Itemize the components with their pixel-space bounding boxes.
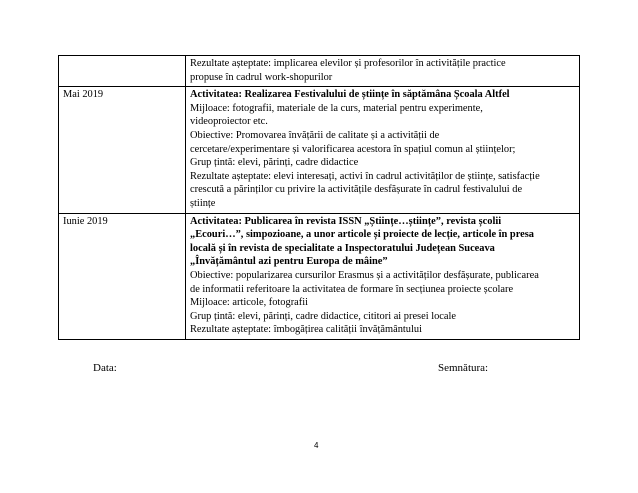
activity-detail-line: științe <box>190 197 216 209</box>
activity-title-line: „Ecouri…”, simpozioane, a unor articole și proiecte de lecție, articole în presa <box>190 229 534 241</box>
activity-title-line: locală și în revista de specialitate a Inspectoratului Județean Suceava <box>190 242 495 254</box>
table-row <box>59 87 580 213</box>
period-cell <box>59 56 186 87</box>
table-row <box>59 56 580 87</box>
activity-detail-line: de informatii referitoare la activitatea de formare în secțiunea proiecte școlare <box>190 283 514 295</box>
activity-cell <box>186 56 580 87</box>
activity-title-line: „Învățământul azi pentru Europa de mâine” <box>190 256 388 268</box>
period-cell: Mai 2019 <box>59 87 186 213</box>
activities-table <box>58 55 580 340</box>
activity-title-line: Activitatea: Realizarea Festivalului de științe în săptămâna Școala Altfel <box>190 89 510 101</box>
activity-detail-line: crescută a părinților cu privire la activitățile desfășurate în cadrul festivalului de <box>190 184 523 196</box>
activities-table-body <box>59 56 580 340</box>
activity-detail-line: Mijloace: articole, fotografii <box>190 297 309 309</box>
activity-detail-line: Obiective: Promovarea învățării de calitate și a activității de <box>190 129 440 141</box>
activity-cell <box>186 213 580 339</box>
period-cell: Iunie 2019 <box>59 213 186 339</box>
activity-detail-line: Obiective: popularizarea cursurilor Erasmus și a activităților desfășurate, publicarea <box>190 269 539 281</box>
activity-detail-line: Rezultate așteptate: îmbogățirea calității învățământului <box>190 324 422 336</box>
activity-detail-line: Grup țintă: elevi, părinți, cadre didactice, cititori ai presei locale <box>190 310 457 322</box>
activity-cell <box>186 87 580 213</box>
date-label: Data: <box>93 362 117 374</box>
activity-detail-line: Grup țintă: elevi, părinți, cadre didactice <box>190 157 359 169</box>
activity-detail-line: cercetare/experimentare și valorificarea acestora în spațiul comun al științelor; <box>190 143 516 155</box>
activity-detail-line: videoproiector etc. <box>190 116 268 128</box>
activity-detail-line: Rezultate așteptate: elevi interesați, activi în cadrul activităților de științe, satisfacție <box>190 170 540 182</box>
signature-label: Semnătura: <box>438 362 489 374</box>
activity-title-line: Activitatea: Publicarea în revista ISSN „Științe…științe”, revista școlii <box>190 215 502 227</box>
activity-detail-line: Rezultate așteptate: implicarea elevilor și profesorilor în activitățile practice <box>190 58 506 69</box>
page-number: 4 <box>314 441 319 450</box>
activity-detail-line: Mijloace: fotografii, materiale de la curs, material pentru experimente, <box>190 102 483 114</box>
activity-detail-line: propuse în cadrul work-shopurilor <box>190 71 333 83</box>
table-row <box>59 213 580 339</box>
